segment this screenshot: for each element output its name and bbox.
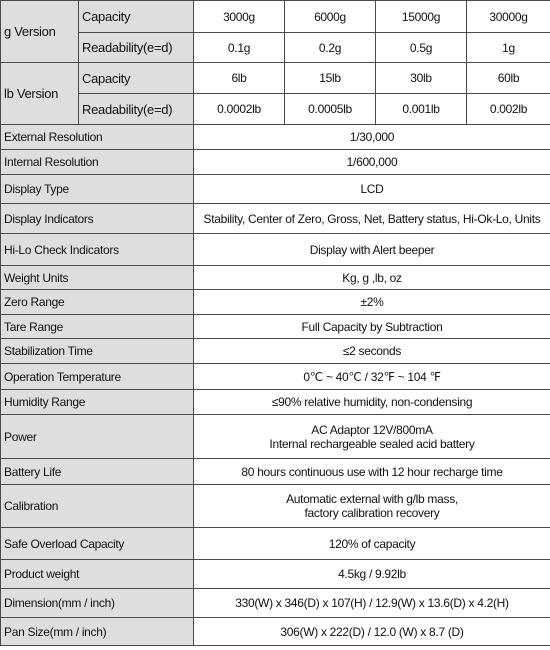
spec-value [194,364,550,390]
lb-readability-row [1,94,550,125]
spec-label: Dimension(mm / inch) [1,589,194,618]
g-readability-value: 0.5g [376,33,467,63]
spec-label: Tare Range [1,315,194,339]
spec-label: Battery Life [1,459,194,485]
spec-label: Weight Units [1,266,194,290]
spec-value-line: 306(W) x 222(D) / 12.0 (W) x 8.7 (D) [280,624,464,639]
spec-row [1,234,550,266]
spec-row [1,589,550,618]
spec-value [194,266,550,290]
g-readability-label: Readability(e=d) [79,33,194,63]
spec-row [1,485,550,528]
spec-value-line: Kg, g ,lb, oz [342,270,402,285]
spec-value [194,150,550,175]
spec-row [1,364,550,390]
spec-row [1,618,550,646]
spec-value [194,315,550,339]
spec-label: Stabilization Time [1,339,194,364]
spec-label: Humidity Range [1,390,194,415]
spec-value-line: 4.5kg / 9.92lb [338,567,406,581]
spec-value [194,125,550,150]
spec-value [194,390,550,415]
spec-value [194,175,550,204]
lb-capacity-row [1,63,550,94]
spec-label: Safe Overload Capacity [1,528,194,560]
spec-row [1,560,550,589]
lb-readability-label: Readability(e=d) [79,94,194,125]
g-capacity-value: 30000g [467,1,550,33]
g-version-label: g Version [1,1,79,63]
g-readability-value: 0.1g [194,33,285,63]
lb-version-label: lb Version [1,63,79,125]
spec-label: External Resolution [1,125,194,150]
g-readability-value: 0.2g [285,33,376,63]
spec-label: Internal Resolution [1,150,194,175]
spec-row [1,175,550,204]
spec-value [194,204,550,234]
spec-label: Operation Temperature [1,364,194,390]
g-readability-row [1,33,550,63]
spec-value-line: Full Capacity by Subtraction [301,319,443,334]
spec-value [194,485,550,528]
spec-value [194,234,550,266]
spec-value-line: 330(W) x 346(D) x 107(H) / 12.9(W) x 13.6(D) x 4.2(H) [235,596,509,610]
spec-row [1,266,550,290]
lb-readability-value: 0.0002lb [194,94,285,125]
lb-readability-value: 0.002lb [467,94,550,125]
spec-label: Display Indicators [1,204,194,234]
spec-value-line: factory calibration recovery [304,506,440,520]
spec-value-line: ≤2 seconds [342,344,402,358]
spec-label: Calibration [1,485,194,528]
g-capacity-value: 15000g [376,1,467,33]
spec-value-line: ±2% [360,295,384,309]
spec-value-line: 80 hours continuous use with 12 hour recharge time [241,464,503,479]
spec-value-line: ≤90% relative humidity, non-condensing [271,395,473,409]
spec-value-line: 1/600,000 [346,155,398,169]
spec-row [1,125,550,150]
spec-row [1,150,550,175]
lb-capacity-value: 60lb [467,63,550,94]
spec-value-line: Display with Alert beeper [309,242,435,257]
spec-value [194,589,550,618]
spec-value [194,339,550,364]
lb-capacity-label: Capacity [79,63,194,94]
spec-value-line: Stability, Center of Zero, Gross, Net, Battery status, Hi-Ok-Lo, Units [203,211,541,226]
g-capacity-label: Capacity [79,1,194,33]
spec-row [1,339,550,364]
spec-value-line: Internal rechargeable sealed acid battery [269,436,475,451]
spec-value-line: 0℃ ~ 40℃ / 32℉ ~ 104 ℉ [303,369,441,384]
spec-label: Product weight [1,560,194,589]
g-capacity-row [1,1,550,33]
g-readability-value: 1g [467,33,550,63]
spec-label: Hi-Lo Check Indicators [1,234,194,266]
spec-value-line: Automatic external with g/lb mass, [286,492,458,506]
spec-row [1,528,550,560]
spec-label: Pan Size(mm / inch) [1,618,194,646]
lb-readability-value: 0.0005lb [285,94,376,125]
spec-value [194,560,550,589]
spec-value-line: 1/30,000 [349,130,395,144]
spec-value-line: 120% of capacity [328,536,416,551]
spec-value [194,528,550,560]
spec-row [1,315,550,339]
spec-row [1,204,550,234]
spec-value-line: AC Adaptor 12V/800mA [311,422,433,437]
spec-row [1,390,550,415]
spec-row [1,415,550,459]
spec-row [1,290,550,315]
spec-value-line: LCD [360,182,384,196]
g-capacity-value: 3000g [194,1,285,33]
spec-value [194,618,550,646]
spec-value [194,415,550,459]
spec-value [194,459,550,485]
lb-capacity-value: 30lb [376,63,467,94]
spec-row [1,459,550,485]
spec-value [194,290,550,315]
lb-capacity-value: 15lb [285,63,376,94]
spec-label: Display Type [1,175,194,204]
lb-readability-value: 0.001lb [376,94,467,125]
spec-label: Zero Range [1,290,194,315]
g-capacity-value: 6000g [285,1,376,33]
spec-label: Power [1,415,194,459]
lb-capacity-value: 6lb [194,63,285,94]
